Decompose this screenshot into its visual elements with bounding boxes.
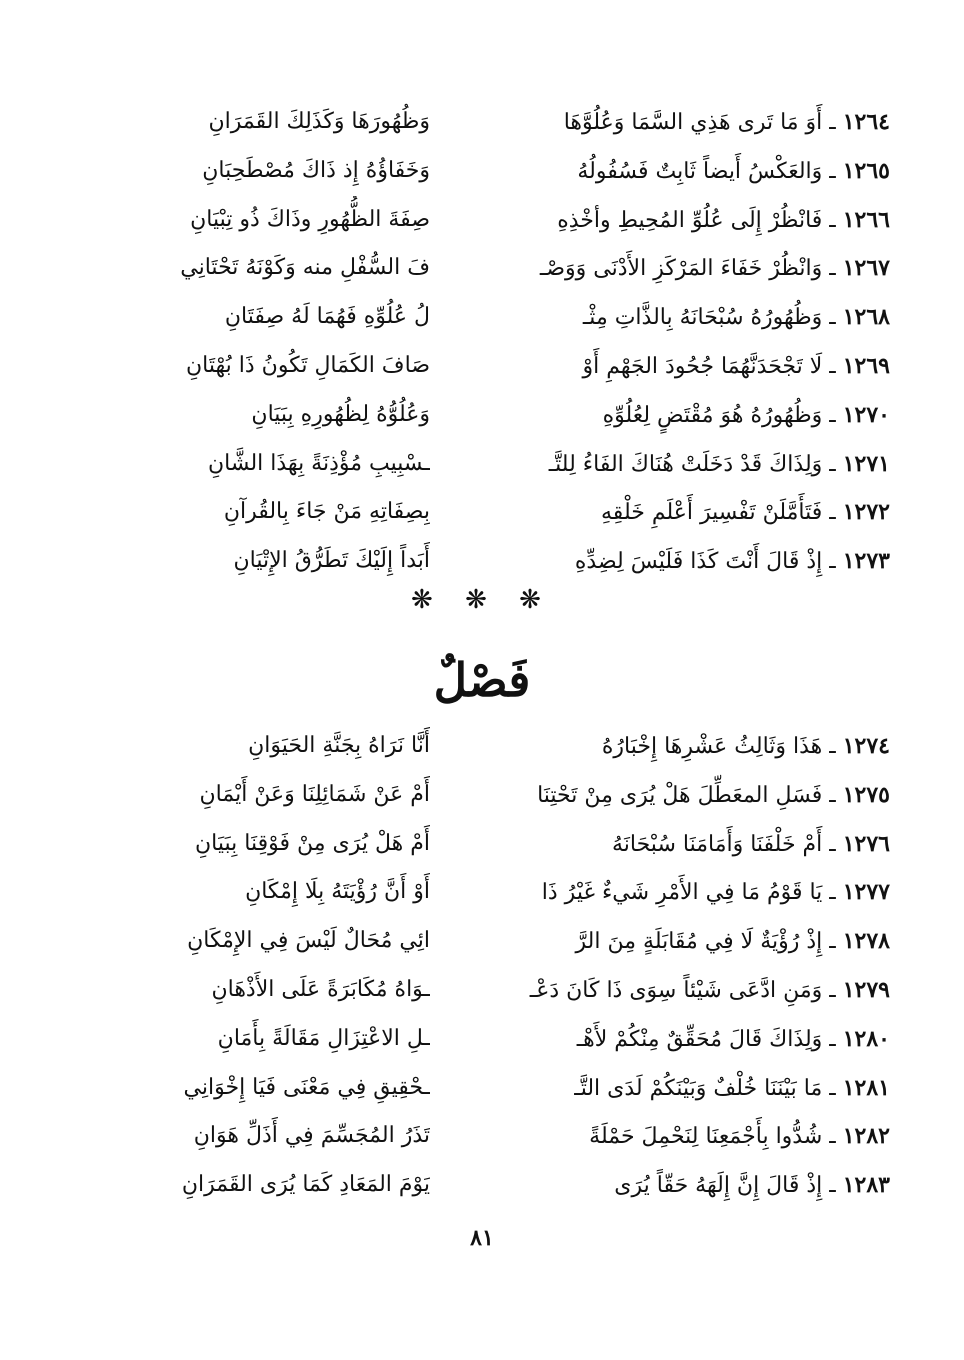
verse-line	[70, 391, 890, 440]
verse-number: ١٢٦٥	[842, 157, 890, 184]
verse-text: ـ يَا قَوْمُ مَا فِي الأَمْرِ شَيءٌ غَيْرُ ذَا	[541, 880, 836, 906]
verse-first-hemistich	[490, 1112, 890, 1162]
section-heading: فَصْلٌ	[433, 653, 531, 707]
verse-line	[70, 868, 890, 917]
verse-first-hemistich	[490, 293, 890, 343]
verse-first-hemistich	[490, 917, 890, 967]
verse-number: ١٢٦٩	[842, 352, 890, 379]
verse-line	[70, 98, 890, 147]
verse-text: ـ شُدُّوا بِأَجْمَعِنَا لِنَحْمِلَ حَمْلَةً	[589, 1124, 836, 1150]
verse-second-hemistich: أَوْ أَنَّ رُؤْيَتَهُ بِلَا إِمْكَانِ	[245, 879, 430, 905]
verse-text: ـ فَسَلِ المعَطِّلَ هَلْ يُرَى مِنْ تَحْتِنَا	[537, 782, 836, 808]
verse-first-hemistich	[490, 537, 890, 587]
verse-number: ١٢٧٤	[842, 733, 890, 759]
verse-first-hemistich	[490, 966, 890, 1016]
verse-line	[70, 293, 890, 342]
verse-text: ـ أَمْ خَلْفَنَا وَأَمَامَنَا سُبْحَانَهُ	[611, 831, 836, 857]
verse-line	[70, 1112, 890, 1161]
verse-text: ـ لَا تَجْحَدَنَّهُمَا جُحُودَ الجَهْمِ أَوْ	[582, 353, 836, 379]
verse-line	[70, 342, 890, 391]
verse-first-hemistich	[490, 440, 890, 490]
verse-number: ١٢٦٨	[842, 304, 890, 331]
verse-second-hemistich: ـحْقِيقِ فِي مَعْنَى فَيَا إِخْوَانِي	[183, 1074, 430, 1100]
verse-second-hemistich: صِفَةَ الظُّهُورِ وذَاكَ ذُو تِبْيَانِ	[190, 206, 430, 232]
verse-second-hemistich: وَظُهُورَهَا وَكَذَلِكَ القَمَرَانِ	[208, 109, 430, 134]
verse-line	[70, 488, 890, 537]
verse-block-1	[70, 98, 890, 586]
verse-first-hemistich	[490, 488, 890, 538]
verse-line	[70, 820, 890, 869]
verse-number: ١٢٧٨	[842, 928, 890, 955]
verse-second-hemistich: وَخَفَاؤُهُ إِذ ذَاكَ مُصْطَحِبَانِ	[202, 157, 430, 183]
verse-line	[70, 1161, 890, 1210]
verse-text: ـ وَظُهُورُهُ هُوَ مُقْتَضٍ لِعُلُوِّهِ	[602, 402, 836, 428]
verse-text: ـ وَانْظُرْ خَفَاءَ المَرْكَزِ الأَدْنَى وَوَصْـ	[539, 256, 836, 282]
verse-second-hemistich: فَ السُّفْلِ منه وَكَوْنَهُ تَحْتَانِي	[180, 255, 430, 281]
verse-text: ـ مَا بَيْنَنَا خُلْفٌ وَبَيْنَكُمْ لَدَى التَّـ	[574, 1075, 836, 1101]
verse-text: ـ وَظُهُورُهُ سُبْحَانَهُ بِالذَّاتِ مِثْـ	[582, 305, 836, 331]
verse-first-hemistich	[490, 1064, 890, 1114]
verse-second-hemistich: أَبَداً إِلَيْكَ تَطَرُّقُ الإِتْيَانِ	[233, 548, 430, 574]
verse-second-hemistich: ـوَاهُ مُكَابَرَةً عَلَى الأَذْهَانِ	[211, 976, 430, 1002]
verse-text: ـ إِذْ رُؤْيَةٌ لَا فِي مُقَابَلَةٍ مِنَ الرَّ	[575, 929, 836, 955]
verse-text: ـ إِذْ قَالَ أَنْتَ كَذَا فَلَيْسَ لِضِدِّهِ	[574, 549, 836, 575]
verse-text: ـ وَمَنِ ادَّعَى شَيْئاً سِوَى ذَا كَانَ دَعْـ	[529, 977, 836, 1003]
verse-number: ١٢٨٣	[842, 1172, 890, 1199]
verse-second-hemistich: يَوْمَ المَعَادِ كَمَا يُرَى القَمَرَانِ	[181, 1172, 430, 1198]
verse-first-hemistich	[490, 98, 890, 148]
verse-text: ـ وَلِذَاكَ قَالَ مُحَقِّقٌ مِنْكُمْ لأَهْـ	[576, 1026, 836, 1052]
verse-number: ١٢٨١	[842, 1074, 890, 1101]
verse-number: ١٢٦٤	[842, 109, 890, 135]
verse-second-hemistich: بِصِفَاتِهِ مَنْ جَاءَ بِالقُرآنِ	[223, 499, 430, 525]
verse-line	[70, 1064, 890, 1113]
verse-second-hemistich: ـسْبِيبِ مُؤْذِنَةً بِهَذَا الشَّانِ	[207, 450, 430, 476]
verse-line	[70, 917, 890, 966]
verse-number: ١٢٦٦	[842, 206, 890, 233]
verse-second-hemistich: وَعُلُوُّهُ لِظُهُورِهِ بِبَيَانِ	[251, 401, 430, 427]
verse-number: ١٢٨٢	[842, 1123, 890, 1150]
verse-number: ١٢٧٣	[842, 548, 890, 575]
verse-second-hemistich: لُ عُلُوِّهِ فَهُمَا لَهُ صِفَتَانِ	[224, 304, 430, 330]
verse-first-hemistich	[490, 868, 890, 918]
verse-second-hemistich: أَنَّا نَرَاهُ بِجَنَّةِ الحَيَوَانِ	[248, 733, 430, 758]
verse-first-hemistich	[490, 722, 890, 772]
verse-text: ـ وَلِذَاكَ قَدْ دَخَلَتْ هُنَاكَ الفَاءُ لِلتَّـ	[548, 451, 836, 477]
verse-line	[70, 147, 890, 196]
verse-first-hemistich	[490, 147, 890, 197]
verse-number: ١٢٧٧	[842, 879, 890, 906]
verse-text: ـ أَوَ مَا تَرى هَذِي السَّمَا وَعُلُوَّهَا	[563, 110, 836, 135]
verse-first-hemistich	[490, 1015, 890, 1065]
verse-text: ـ فَتَأَمَّلَنْ تَفْسِيرَ أَعْلَمِ خَلْقِهِ	[601, 500, 836, 526]
verse-first-hemistich	[490, 1161, 890, 1211]
verse-first-hemistich	[490, 820, 890, 870]
verse-line	[70, 966, 890, 1015]
verse-first-hemistich	[490, 771, 890, 821]
verse-line	[70, 537, 890, 586]
verse-number: ١٢٧٠	[842, 401, 890, 428]
verse-number: ١٢٧٦	[842, 830, 890, 857]
verse-number: ١٢٨٠	[842, 1025, 890, 1052]
verse-number: ١٢٦٧	[842, 255, 890, 282]
verse-line	[70, 722, 890, 771]
verse-first-hemistich	[490, 244, 890, 294]
verse-number: ١٢٧٢	[842, 499, 890, 526]
verse-second-hemistich: صَافَ الكَمَالِ تَكُونُ ذَا بُهْتَانِ	[186, 352, 430, 378]
section-divider: ❋ ❋ ❋	[411, 585, 553, 615]
verse-text: ـ وَالعَكْسُ أَيضاً ثَابِتٌ فَسُفُولُهُ	[577, 158, 836, 184]
verse-second-hemistich: أَمْ هَلْ يُرَى مِنْ فَوْقِنَا بِبَيَانِ	[195, 830, 430, 856]
verse-line	[70, 1015, 890, 1064]
verse-first-hemistich	[490, 196, 890, 246]
verse-number: ١٢٧٥	[842, 781, 890, 808]
verse-first-hemistich	[490, 391, 890, 441]
verse-text: ـ إِذْ قَالَ إِنَّ إِلَهَهُ حَقّاً يُرَى	[614, 1173, 836, 1199]
verse-line	[70, 244, 890, 293]
verse-second-hemistich: أَمْ عَنْ شَمَائِلِنَا وَعَنْ أَيْمَانِ	[199, 781, 430, 807]
verse-text: ـ فَانْظُرْ إِلَى عُلُوِّ المُحِيطِ وأخْذِهِ	[557, 207, 836, 233]
verse-number: ١٢٧٩	[842, 976, 890, 1003]
verse-line	[70, 440, 890, 489]
verse-line	[70, 771, 890, 820]
verse-second-hemistich: ـلِ الاعْتِزَالِ مَقَالَةً بِأَمَانِ	[217, 1025, 430, 1051]
verse-number: ١٢٧١	[842, 450, 890, 477]
verse-block-2	[70, 722, 890, 1210]
verse-line	[70, 196, 890, 245]
verse-second-hemistich: تَذَرُ المُجَسِّمَ فِي أَذَلِّ هَوَانِ	[193, 1123, 430, 1149]
verse-second-hemistich: ائِي مُحَالٌ لَيْسَ فِي الإِمْكَانِ	[187, 928, 430, 954]
page-number: ٨١	[470, 1225, 494, 1251]
verse-first-hemistich	[490, 342, 890, 392]
verse-text: ـ هَذَا وَثَالِثُ عَشْرِهَا إِخْبَارُهُ	[601, 734, 836, 759]
